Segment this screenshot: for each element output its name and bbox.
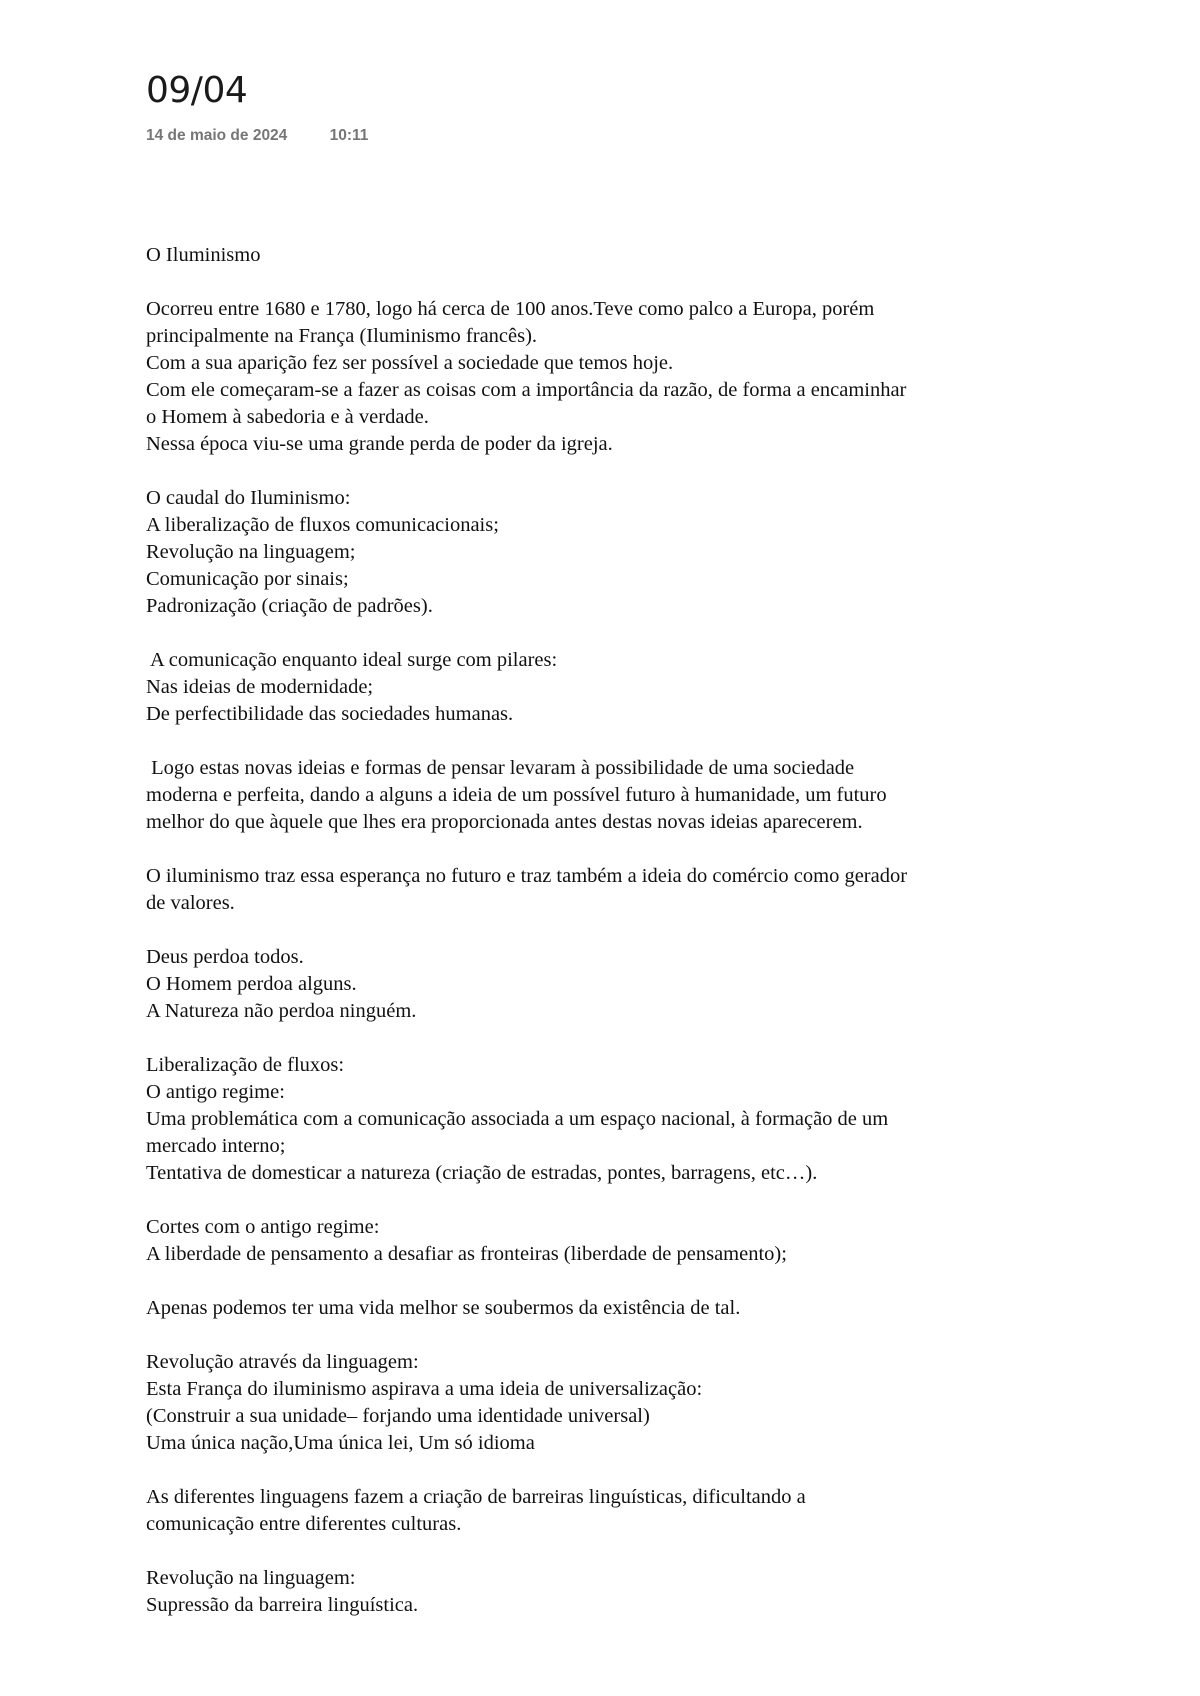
text-line: A comunicação enquanto ideal surge com pilares:: [146, 649, 558, 671]
note-time: 10:11: [329, 127, 369, 144]
text-line: A liberalização de fluxos comunicacionais;: [146, 514, 499, 536]
text-line: Revolução na linguagem:: [146, 1567, 356, 1589]
text-line: comunicação entre diferentes culturas.: [146, 1513, 462, 1535]
paragraph: [146, 1565, 1066, 1619]
paragraph: [146, 944, 1066, 1025]
text-line: melhor do que àquele que lhes era proporcionada antes destas novas ideias aparecerem.: [146, 811, 863, 833]
paragraph: [146, 1052, 1066, 1187]
text-line: Liberalização de fluxos:: [146, 1054, 345, 1076]
text-line: A Natureza não perdoa ninguém.: [146, 1000, 417, 1022]
note-body: [146, 242, 1066, 1646]
paragraph: [146, 485, 1066, 620]
text-line: O Homem perdoa alguns.: [146, 973, 357, 995]
text-line: Comunicação por sinais;: [146, 568, 349, 590]
text-line: Padronização (criação de padrões).: [146, 595, 433, 617]
text-line: Esta França do iluminismo aspirava a uma ideia de universalização:: [146, 1378, 703, 1400]
paragraph: [146, 296, 1066, 458]
text-line: o Homem à sabedoria e à verdade.: [146, 406, 429, 428]
text-line: de valores.: [146, 892, 235, 914]
paragraph: [146, 1484, 1066, 1538]
text-line: Cortes com o antigo regime:: [146, 1216, 380, 1238]
text-line: De perfectibilidade das sociedades humanas.: [146, 703, 514, 725]
text-line: As diferentes linguagens fazem a criação de barreiras linguísticas, dificultando a: [146, 1486, 806, 1508]
text-line: Uma única nação,Uma única lei, Um só idioma: [146, 1432, 535, 1454]
text-line: principalmente na França (Iluminismo francês).: [146, 325, 538, 347]
paragraph: [146, 1295, 1066, 1322]
paragraph: [146, 863, 1066, 917]
text-line: Nessa época viu-se uma grande perda de poder da igreja.: [146, 433, 613, 455]
text-line: O caudal do Iluminismo:: [146, 487, 351, 509]
text-line: Revolução na linguagem;: [146, 541, 356, 563]
text-line: (Construir a sua unidade– forjando uma identidade universal): [146, 1405, 650, 1427]
paragraph: [146, 647, 1066, 728]
text-line: mercado interno;: [146, 1135, 286, 1157]
text-line: Deus perdoa todos.: [146, 946, 304, 968]
text-line: O antigo regime:: [146, 1081, 285, 1103]
text-line: Revolução através da linguagem:: [146, 1351, 419, 1373]
text-line: Supressão da barreira linguística.: [146, 1594, 419, 1616]
note-metadata: [146, 127, 368, 145]
text-line: O Iluminismo: [146, 244, 261, 266]
paragraph: [146, 242, 1066, 269]
note-date: 14 de maio de 2024: [146, 127, 288, 144]
text-line: Apenas podemos ter uma vida melhor se soubermos da existência de tal.: [146, 1297, 741, 1319]
text-line: Tentativa de domesticar a natureza (criação de estradas, pontes, barragens, etc…).: [146, 1162, 818, 1184]
text-line: Com ele começaram-se a fazer as coisas com a importância da razão, de forma a encaminhar: [146, 379, 907, 401]
text-line: A liberdade de pensamento a desafiar as fronteiras (liberdade de pensamento);: [146, 1243, 787, 1265]
text-line: O iluminismo traz essa esperança no futuro e traz também a ideia do comércio como gerador: [146, 865, 908, 887]
text-line: Nas ideias de modernidade;: [146, 676, 374, 698]
text-line: Ocorreu entre 1680 e 1780, logo há cerca de 100 anos.Teve como palco a Europa, porém: [146, 298, 875, 320]
paragraph: [146, 1349, 1066, 1457]
text-line: Com a sua aparição fez ser possível a sociedade que temos hoje.: [146, 352, 674, 374]
text-line: Logo estas novas ideias e formas de pensar levaram à possibilidade de uma sociedade: [146, 757, 855, 779]
text-line: moderna e perfeita, dando a alguns a ideia de um possível futuro à humanidade, um futuro: [146, 784, 887, 806]
text-line: Uma problemática com a comunicação associada a um espaço nacional, à formação de um: [146, 1108, 889, 1130]
page-title: 09/04: [146, 70, 248, 111]
paragraph: [146, 1214, 1066, 1268]
paragraph: [146, 755, 1066, 836]
